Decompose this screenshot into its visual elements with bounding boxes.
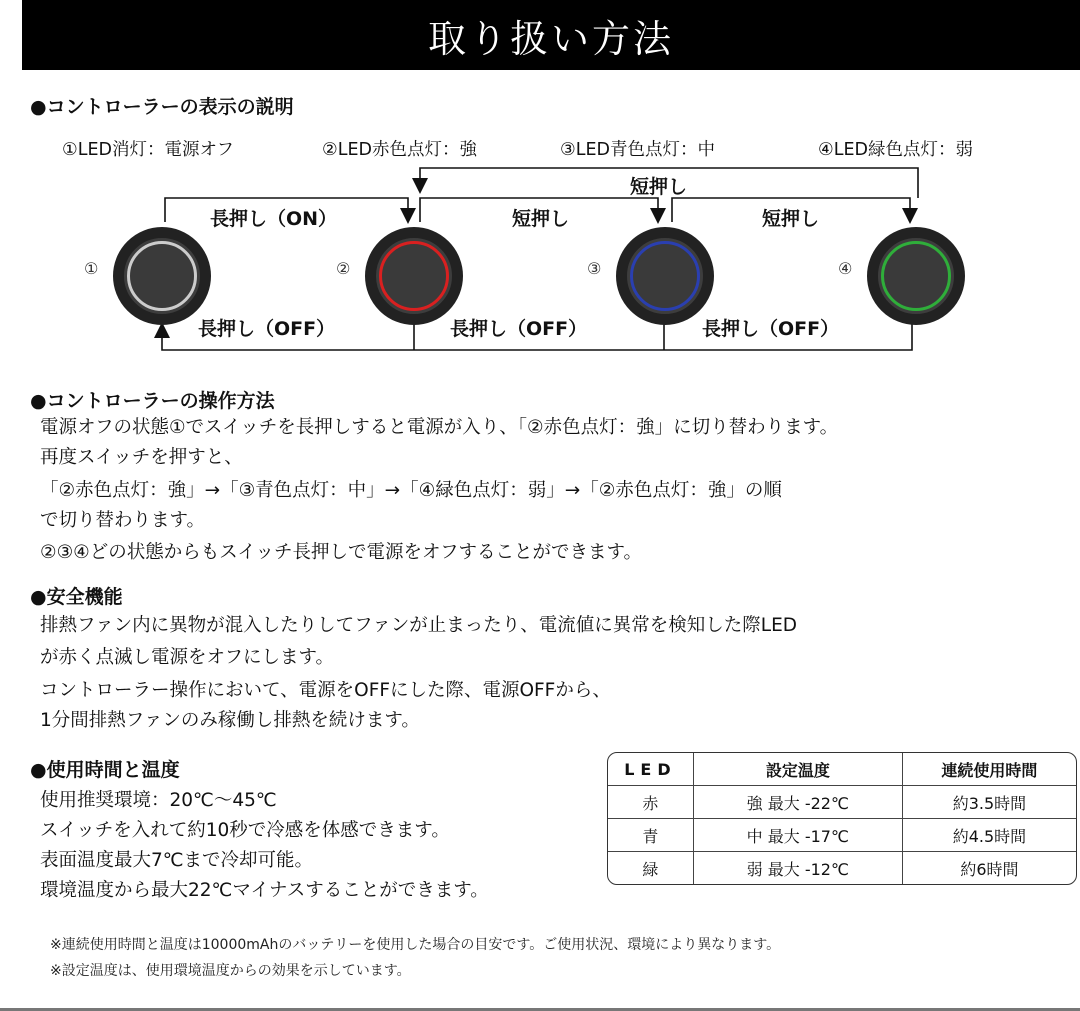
footnote-2: ※設定温度は、使用環境温度からの効果を示しています。 <box>50 963 411 979</box>
knob-number-3: ③ <box>587 259 602 278</box>
page-title: 取り扱い方法 <box>427 16 674 61</box>
header-led: LED <box>608 753 694 786</box>
knob-number-2: ② <box>336 259 351 278</box>
operation-line-2: 再度スイッチを押すと、 <box>40 447 243 468</box>
knob-number-1: ① <box>84 259 99 278</box>
long-press-off-label-3: 長押し（OFF） <box>702 318 840 340</box>
short-press-label-3-4: 短押し <box>762 208 820 230</box>
display-section-heading: ●コントローラーの表示の説明 <box>30 96 294 118</box>
cell-duration: 約6時間 <box>960 859 1019 879</box>
long-press-off-label-1: 長押し（OFF） <box>198 318 336 340</box>
header-set-temp: 設定温度 <box>694 753 903 786</box>
cell-duration: 約4.5時間 <box>903 819 1076 852</box>
table-row <box>608 852 1076 884</box>
safety-section-heading: ●安全機能 <box>30 586 123 608</box>
cell-temp: 強 最大 -22℃ <box>694 786 903 819</box>
cell-led: 赤 <box>608 786 694 819</box>
cell-led: 緑 <box>608 852 694 884</box>
controller-knob-green <box>867 227 965 325</box>
footnote-1: ※連続使用時間と温度は10000mAhのバッテリーを使用した場合の目安です。ご使用状況、環境により異なります。 <box>50 937 781 953</box>
safety-line-3: コントローラー操作において、電源をOFFにした際、電源OFFから、 <box>40 680 611 701</box>
controller-knob-off <box>113 227 211 325</box>
long-press-off-label-2: 長押し（OFF） <box>450 318 588 340</box>
short-press-label-2-3: 短押し <box>512 208 570 230</box>
header-duration: 連続使用時間 <box>903 753 1076 786</box>
state-label-3: ③LED青色点灯：中 <box>560 140 715 160</box>
long-press-on-label: 長押し（ON） <box>210 208 338 230</box>
controller-knob-red <box>365 227 463 325</box>
table-row <box>608 786 1076 819</box>
safety-line-2: が赤く点滅し電源をオフにします。 <box>40 647 334 668</box>
state-label-4: ④LED緑色点灯：弱 <box>818 140 973 160</box>
cell-temp: 中 最大 -17℃ <box>694 819 903 852</box>
safety-line-1: 排熱ファン内に異物が混入したりしてファンが止まったり、電流値に異常を検知した際LED <box>40 615 798 636</box>
operation-line-3: 「②赤色点灯：強」→「③青色点灯：中」→「④緑色点灯：弱」→「②赤色点灯：強」の順 <box>40 480 782 501</box>
cell-duration: 約3.5時間 <box>903 786 1076 819</box>
usage-section-heading: ●使用時間と温度 <box>30 759 180 781</box>
knob-number-4: ④ <box>838 259 853 278</box>
cell-led: 青 <box>608 819 694 852</box>
usage-line-2: スイッチを入れて約10秒で冷感を体感できます。 <box>40 820 450 841</box>
table-row <box>608 819 1076 852</box>
led-ring-red <box>379 241 449 311</box>
usage-line-4: 環境温度から最大22℃マイナスすることができます。 <box>40 880 489 901</box>
led-ring-green <box>881 241 951 311</box>
usage-line-1: 使用推奨環境：20℃〜45℃ <box>40 790 277 811</box>
spec-table <box>607 752 1077 885</box>
operation-section-heading: ●コントローラーの操作方法 <box>30 390 275 412</box>
operation-line-4: で切り替わります。 <box>40 510 206 531</box>
usage-line-3: 表面温度最大7℃まで冷却可能。 <box>40 850 314 871</box>
controller-knob-blue <box>616 227 714 325</box>
operation-line-1: 電源オフの状態①でスイッチを長押しすると電源が入り、「②赤色点灯：強」に切り替わります。 <box>40 417 839 438</box>
table-header-row <box>608 753 1076 786</box>
state-label-1: ①LED消灯：電源オフ <box>62 140 234 160</box>
state-label-2: ②LED赤色点灯：強 <box>322 140 477 160</box>
cell-temp: 弱 最大 -12℃ <box>694 852 903 884</box>
led-ring-off <box>127 241 197 311</box>
short-press-loop-label: 短押し <box>630 176 688 198</box>
safety-line-4: 1分間排熱ファンのみ稼働し排熱を続けます。 <box>40 710 420 731</box>
operation-line-5: ②③④どの状態からもスイッチ長押しで電源をオフすることができます。 <box>40 542 642 563</box>
led-ring-blue <box>630 241 700 311</box>
